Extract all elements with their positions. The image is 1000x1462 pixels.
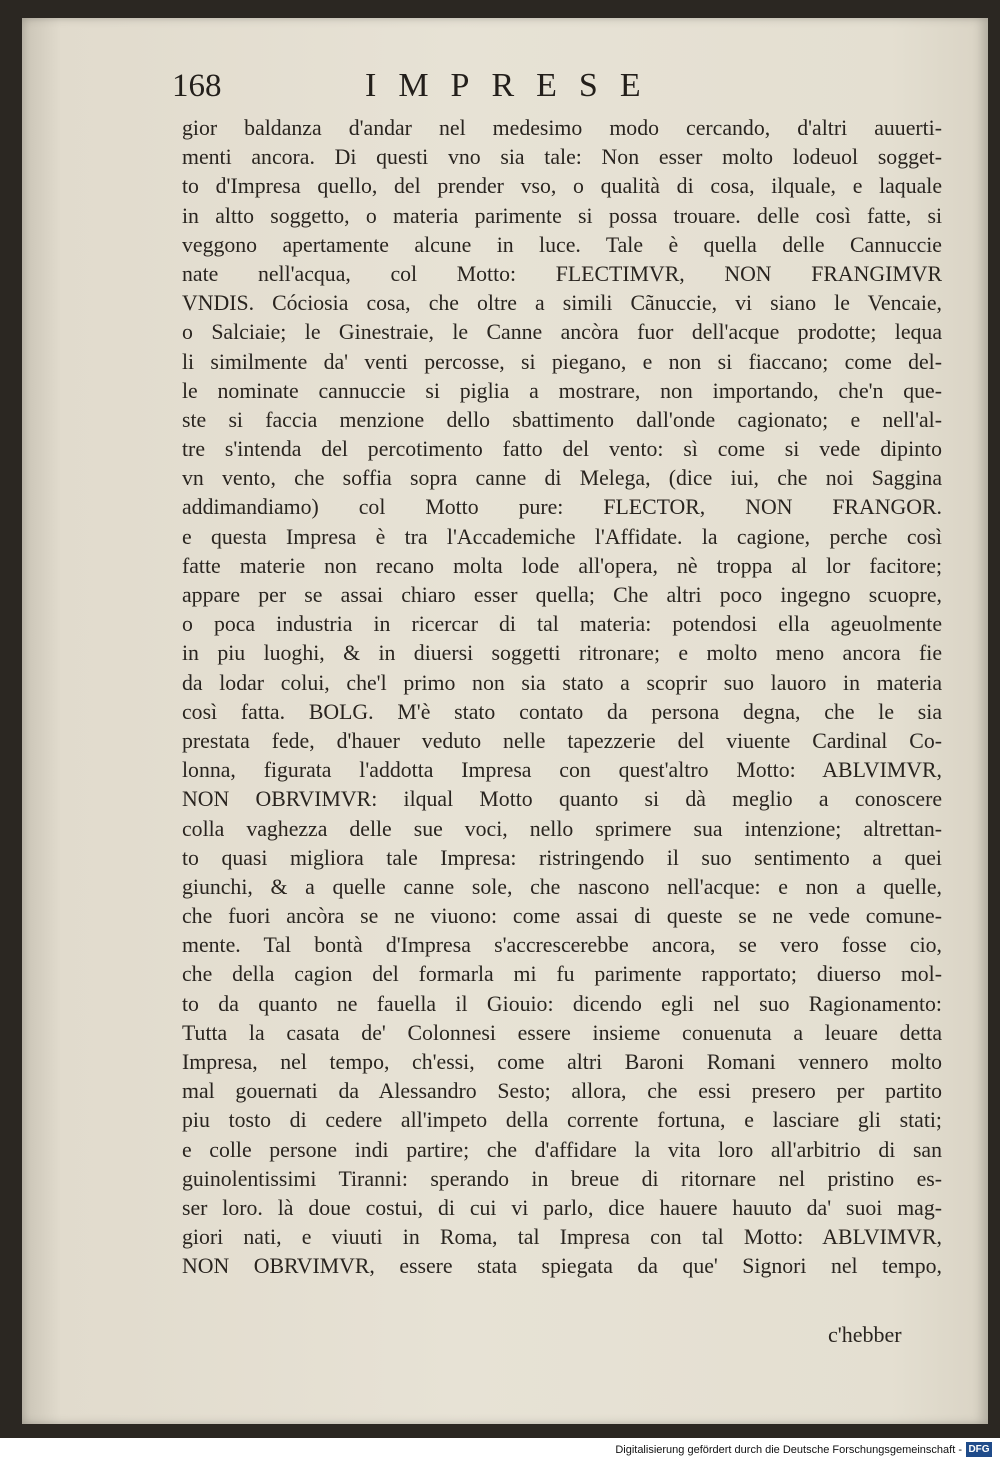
text-line: lonna, figurata l'addotta Impresa con quest'altro Motto: ABLVIMVR, [182, 758, 942, 783]
funding-credit: Digitalisierung gefördert durch die Deutsche Forschungsgemeinschaft - [615, 1444, 962, 1456]
text-line: giunchi, & a quelle canne sole, che nascono nell'acque: e non a quelle, [182, 874, 942, 899]
text-line: che della cagion del formarla mi fu parimente rapportato; diuerso mol- [182, 962, 942, 987]
page-header [172, 66, 892, 116]
text-line: mal gouernati da Alessandro Sesto; allora, che essi presero per partito [182, 1079, 942, 1104]
text-line: NON OBRVIMVR: ilqual Motto quanto si dà meglio a conoscere [182, 787, 942, 812]
text-line: li similmente da' venti percosse, si piegano, e non si fiaccano; come del- [182, 349, 942, 374]
text-line: to quasi migliora tale Impresa: ristringendo il suo sentimento a quei [182, 845, 942, 870]
text-line: menti ancora. Di questi vno sia tale: Non esser molto lodeuol sogget- [182, 145, 942, 170]
text-line: ste si faccia menzione dello sbattimento dall'onde cagionato; e nell'al- [182, 407, 942, 432]
text-line: addimandiamo) col Motto pure: FLECTOR, NON FRANGOR. [182, 495, 942, 520]
text-line: to d'Impresa quello, del prender vso, o qualità di cosa, ilquale, e laquale [182, 174, 942, 199]
text-line: vn vento, che soffia sopra canne di Melega, (dice iui, che noi Saggina [182, 466, 942, 491]
digitization-footer [0, 1438, 1000, 1462]
text-line: Tutta la casata de' Colonnesi essere insieme conuenuta a leuare detta [182, 1020, 942, 1045]
text-line: piu tosto di cedere all'impeto della corrente fortuna, e lasciare gli stati; [182, 1108, 942, 1133]
text-line: to da quanto ne fauella il Giouio: dicendo egli nel suo Ragionamento: [182, 991, 942, 1016]
text-line: mente. Tal bontà d'Impresa s'accrescerebbe ancora, se vero fosse cio, [182, 933, 942, 958]
text-line: e questa Impresa è tra l'Accademiche l'Affidate. la cagione, perche così [182, 524, 942, 549]
text-line: veggono apertamente alcune in luce. Tale è quella delle Cannuccie [182, 232, 942, 257]
text-line: o Salciaie; le Ginestraie, le Canne ancòra fuor dell'acque prodotte; lequa [182, 320, 942, 345]
text-line: appare per se assai chiaro esser quella; Che altri poco ingegno scuopre, [182, 583, 942, 607]
text-line: gior baldanza d'andar nel medesimo modo cercando, d'altri auuerti- [182, 116, 942, 140]
catchword: c'hebber [828, 1322, 902, 1347]
text-line: Impresa, nel tempo, ch'essi, come altri Baroni Romani vennero molto [182, 1050, 942, 1074]
dfg-logo: DFG [966, 1442, 992, 1457]
body-text [182, 114, 942, 1282]
text-line: nate nell'acqua, col Motto: FLECTIMVR, NON FRANGIMVR [182, 261, 942, 286]
text-line: NON OBRVIMVR, essere stata spiegata da que' Signori nel tempo, [182, 1254, 942, 1279]
text-line: così fatta. BOLG. M'è stato contato da persona degna, che le sia [182, 699, 942, 724]
page-number: 168 [172, 68, 222, 104]
text-line: ser loro. là doue costui, di cui vi parlo, dice hauere hauuto da' suoi mag- [182, 1195, 942, 1220]
text-line: colla vaghezza delle sue voci, nello sprimere sua intenzione; altrettan- [182, 816, 942, 841]
text-line: prestata fede, d'hauer veduto nelle tapezzerie del viuente Cardinal Co- [182, 728, 942, 753]
text-line: in altto soggetto, o materia parimente si possa trouare. delle così fatte, si [182, 203, 942, 228]
text-line: VNDIS. Cóciosia cosa, che oltre a simili Cãnuccie, vi siano le Vencaie, [182, 291, 942, 316]
text-line: tre s'intenda del percotimento fatto del vento: sì come si vede dipinto [182, 437, 942, 462]
running-title: IMPRESE [365, 67, 663, 104]
text-line: le nominate cannuccie si piglia a mostrare, non importando, che'n que- [182, 378, 942, 403]
text-line: in piu luoghi, & in diuersi soggetti ritronare; e molto meno ancora fie [182, 641, 942, 666]
text-line: o poca industria in ricercar di tal materia: potendosi ella ageuolmente [182, 612, 942, 637]
text-line: da lodar colui, che'l primo non sia stato a scoprir suo lauoro in materia [182, 670, 942, 695]
text-line: e colle persone indi partire; che d'affidare la vita loro all'arbitrio di san [182, 1137, 942, 1162]
text-line: fatte materie non recano molta lode all'opera, nè troppa al lor facitore; [182, 553, 942, 578]
text-line: guinolentissimi Tiranni: sperando in breue di ritornare nel pristino es- [182, 1166, 942, 1191]
text-line: giori nati, e viuuti in Roma, tal Impresa con tal Motto: ABLVIMVR, [182, 1225, 942, 1250]
book-page [22, 18, 988, 1424]
text-line: che fuori ancòra se ne viuono: come assai di queste se ne vede comune- [182, 904, 942, 929]
